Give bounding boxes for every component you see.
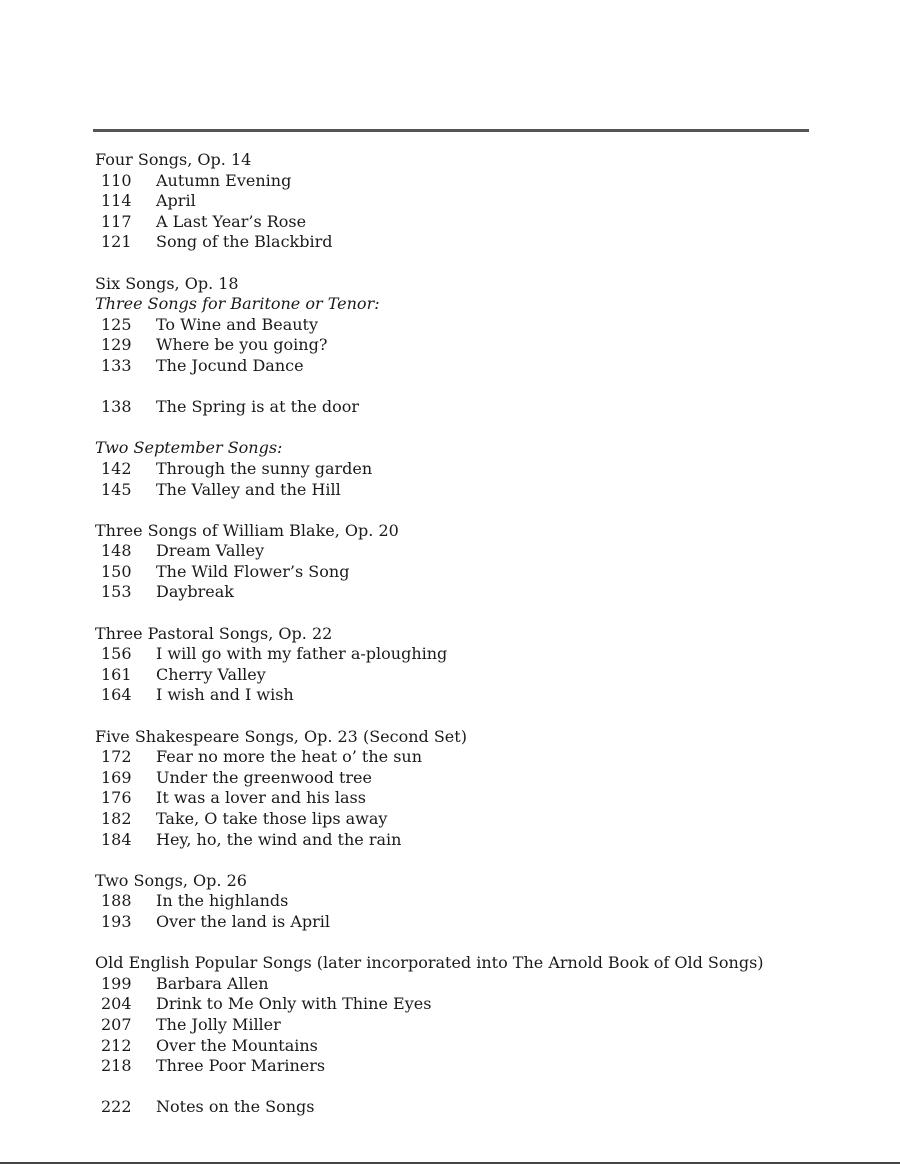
toc-entry[interactable] [95, 212, 855, 233]
song-title: Take, O take those lips away [156, 809, 388, 828]
page-number: 114 [101, 191, 132, 211]
song-title: Autumn Evening [156, 170, 292, 190]
song-title: April [156, 191, 196, 211]
page-number: 110 [101, 170, 132, 190]
notes-title: Notes on the Songs [156, 1097, 315, 1117]
spacer [95, 253, 855, 274]
section-heading: Six Songs, Op. 18 [95, 273, 239, 293]
song-title: Song of the Blackbird [156, 232, 333, 252]
toc-entry[interactable] [95, 315, 855, 336]
page-number: 182 [101, 809, 132, 828]
song-title: Dream Valley [156, 541, 265, 561]
page-number: 129 [101, 335, 132, 355]
table-of-contents [95, 150, 855, 1118]
page-number: 207 [101, 1014, 132, 1034]
spacer [95, 377, 855, 398]
toc-entry[interactable] [95, 768, 855, 789]
page-number: 222 [101, 1097, 132, 1117]
section-subheading: Two September Songs: [95, 438, 283, 458]
toc-entry[interactable] [95, 562, 855, 583]
toc-entry[interactable] [95, 809, 855, 830]
page-number: 121 [101, 232, 132, 252]
toc-entry[interactable] [95, 397, 855, 418]
toc-entry[interactable] [95, 541, 855, 562]
spacer [95, 1077, 855, 1098]
toc-entry[interactable] [95, 994, 855, 1015]
spacer [95, 500, 855, 521]
toc-entry[interactable] [95, 480, 855, 501]
toc-entry[interactable] [95, 912, 855, 933]
page-number: 161 [101, 664, 132, 684]
header-rule [93, 129, 809, 132]
section-heading: Five Shakespeare Songs, Op. 23 (Second Set) [95, 726, 467, 746]
page-number: 153 [101, 582, 132, 602]
song-title: Over the land is April [156, 911, 331, 931]
page-number: 169 [101, 767, 132, 787]
song-title: I will go with my father a-ploughing [156, 644, 448, 664]
page-number: 125 [101, 314, 132, 334]
page-number: 145 [101, 479, 132, 499]
toc-entry[interactable] [95, 459, 855, 480]
section-subheading: Three Songs for Baritone or Tenor: [95, 294, 380, 314]
song-title: The Spring is at the door [156, 397, 360, 417]
song-title: Cherry Valley [156, 664, 266, 684]
page-number: 188 [101, 891, 132, 911]
page-number: 156 [101, 644, 132, 664]
song-title: The Wild Flower’s Song [156, 561, 350, 581]
page-number: 148 [101, 541, 132, 561]
toc-entry[interactable] [95, 1015, 855, 1036]
page-number: 176 [101, 788, 132, 808]
song-title: The Jolly Miller [156, 1014, 281, 1034]
page-number: 218 [101, 1056, 132, 1076]
song-title: Three Poor Mariners [156, 1056, 326, 1076]
song-title: It was a lover and his lass [156, 788, 366, 808]
section-heading: Three Songs of William Blake, Op. 20 [95, 520, 399, 540]
section-heading: Three Pastoral Songs, Op. 22 [95, 623, 333, 643]
song-title: Over the Mountains [156, 1035, 318, 1055]
song-title: Where be you going? [156, 335, 328, 355]
page-number: 142 [101, 458, 132, 478]
toc-entry[interactable] [95, 191, 855, 212]
song-title: Barbara Allen [156, 973, 269, 993]
page-number: 199 [101, 973, 132, 993]
song-title: Fear no more the heat o’ the sun [156, 747, 423, 767]
toc-entry[interactable] [95, 1036, 855, 1057]
page-number: 117 [101, 211, 132, 231]
toc-entry[interactable] [95, 891, 855, 912]
toc-entry[interactable] [95, 747, 855, 768]
toc-entry[interactable] [95, 788, 855, 809]
song-title: Daybreak [156, 582, 234, 602]
toc-entry[interactable] [95, 356, 855, 377]
toc-entry[interactable] [95, 335, 855, 356]
section-heading: Four Songs, Op. 14 [95, 150, 252, 169]
toc-entry[interactable] [95, 665, 855, 686]
toc-entry[interactable] [95, 232, 855, 253]
toc-entry[interactable] [95, 1056, 855, 1077]
page-number: 164 [101, 685, 132, 705]
spacer [95, 933, 855, 954]
song-title: Under the greenwood tree [156, 767, 372, 787]
song-title: In the highlands [156, 891, 289, 911]
page-number: 212 [101, 1035, 132, 1055]
page-number: 138 [101, 397, 132, 417]
section-heading: Old English Popular Songs (later incorporated into The Arnold Book of Old Songs) [95, 953, 764, 973]
page-number: 193 [101, 911, 132, 931]
page-number: 184 [101, 829, 132, 849]
toc-entry[interactable] [95, 685, 855, 706]
song-title: A Last Year’s Rose [156, 211, 307, 231]
song-title: The Valley and the Hill [156, 479, 341, 499]
page-number: 150 [101, 561, 132, 581]
toc-entry[interactable] [95, 974, 855, 995]
song-title: I wish and I wish [156, 685, 294, 705]
song-title: Drink to Me Only with Thine Eyes [156, 994, 432, 1014]
toc-entry[interactable] [95, 582, 855, 603]
spacer [95, 603, 855, 624]
page-number: 172 [101, 747, 132, 767]
song-title: Through the sunny garden [156, 458, 373, 478]
toc-entry[interactable] [95, 644, 855, 665]
page-number: 204 [101, 994, 132, 1014]
page-number: 133 [101, 355, 132, 375]
spacer [95, 706, 855, 727]
section-heading: Two Songs, Op. 26 [95, 870, 247, 890]
toc-entry[interactable] [95, 171, 855, 192]
song-title: The Jocund Dance [156, 355, 304, 375]
spacer [95, 850, 855, 871]
song-title: Hey, ho, the wind and the rain [156, 829, 402, 849]
toc-entry[interactable] [95, 830, 855, 851]
song-title: To Wine and Beauty [156, 314, 318, 334]
toc-entry-notes[interactable] [95, 1097, 855, 1118]
spacer [95, 418, 855, 439]
